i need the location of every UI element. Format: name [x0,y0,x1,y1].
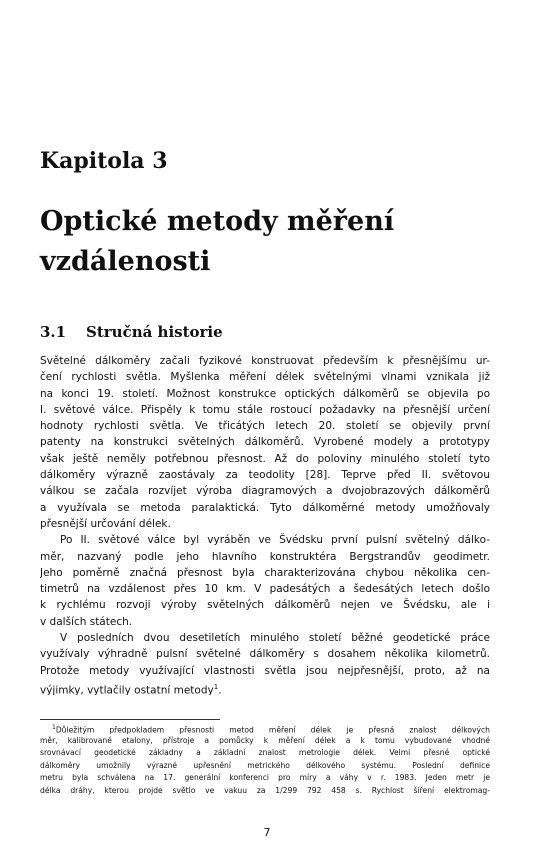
body-line: Světelné dálkoměry začali fyzikové konstruovat především k přesnějšímu ur- [40,355,490,367]
footnote-reference[interactable]: 1 [213,682,219,691]
section-number: 3.1 [40,323,67,341]
body-line: měr, nazvaný podle jeho hlavního konstruktéra Bergstrandův geodimetr. [40,550,490,563]
body-line: patenty na konstrukci světelných dálkoměrů. Vyrobené modely a prototypy [40,436,490,449]
body-line: čení rychlosti světla. Myšlenka měření délek světelnými vlnami vznikala již [40,371,490,384]
footnote-marker: 1 [52,724,56,731]
body-line: využívaly výhradně pulsní světelné dálkoměry s dosahem několika kilometrů. [40,648,490,661]
body-line: k rychlému rozvoji výroby světelných dálkoměrů nejen ve Švédsku, ale i [40,599,490,612]
footnote-line: měr, kalibrované etalony, přístroje a pomůcky k měření délek a k tomu vybudované vhodné [40,735,490,745]
body-line-text: výjimky, vytlačily ostatní metody [40,684,214,696]
footnote-line: dálkoměry umožnily výrazné upřesnění metrického délkového systému. Poslední definice [40,760,490,770]
body-line: přesnější určování délek. [40,517,171,530]
body-line: dálkoměry výrazně zaostávaly za teodolity [28]. Teprve před II. světovou [40,469,490,482]
footnote-rule [40,719,220,720]
chapter-title-line: Optické metody měření [40,206,395,237]
footnote [40,722,490,798]
body-line: Po II. světové válce byl vyráběn ve Švédsku první pulsní světelný dálko- [60,534,490,547]
footnote-line: délka dráhy, kterou projde světlo ve vakuu za 1/299 792 458 s. Rychlost šíření elektromag- [40,785,490,795]
body-line: I. světové válce. Přispěly k tomu stále rostoucí požadavky na přesnější určení [40,403,490,416]
body-line: Jeho poměrně značná přesnost byla charakterizována chybou několika cen- [40,566,490,579]
footnote-line [40,722,490,735]
body-line: timetrů na vzdálenost přes 10 km. V padesátých a šedesátých letech došlo [40,583,490,596]
body-line: výjimky, vytlačily ostatní metody$^1$. [40,682,222,696]
footnote-line: srovnávací geodetické základny a základní znalost metrologie délek. Velmi přesné optické [40,748,490,758]
body-text [40,353,490,695]
footnote-line: metru byla schválena na 17. generální konferenci pro míry a váhy v r. 1983. Jeden metr je [40,773,490,783]
body-line: hodnoty rychlosti světla. Ve třicátých letech 20. století se objevily první [40,420,490,433]
section-title: Stručná historie [86,323,223,341]
body-line: válkou se začala rozvíjet výroba diagramových a dvojobrazových dálkoměrů [40,485,490,498]
body-line: však ještě neměly potřebnou přesnost. Až do poloviny minulého století tyto [40,452,490,465]
chapter-title [40,202,490,282]
footnote-line-text: Důležitým předpokladem přesnosti metod měření délek je přesná znalost délkových [55,725,490,735]
body-line: v dalších státech. [40,615,133,628]
body-line: V posledních dvou desetiletích minulého století běžné geodetické práce [60,632,490,645]
chapter-title-line: vzdálenosti [40,246,211,277]
body-line: Protože metody využívající vlastnosti světla jsou nejpřesnější, proto, až na [40,664,490,677]
page-number: 7 [263,826,271,839]
section-heading [40,323,223,341]
chapter-label: Kapitola 3 [40,148,168,174]
body-line: a využívala se metoda paralaktická. Tyto dálkoměrné metody umožňovaly [40,501,490,514]
body-line: na konci 19. století. Možnost konstrukce optických dálkoměrů se objevila po [40,387,490,400]
